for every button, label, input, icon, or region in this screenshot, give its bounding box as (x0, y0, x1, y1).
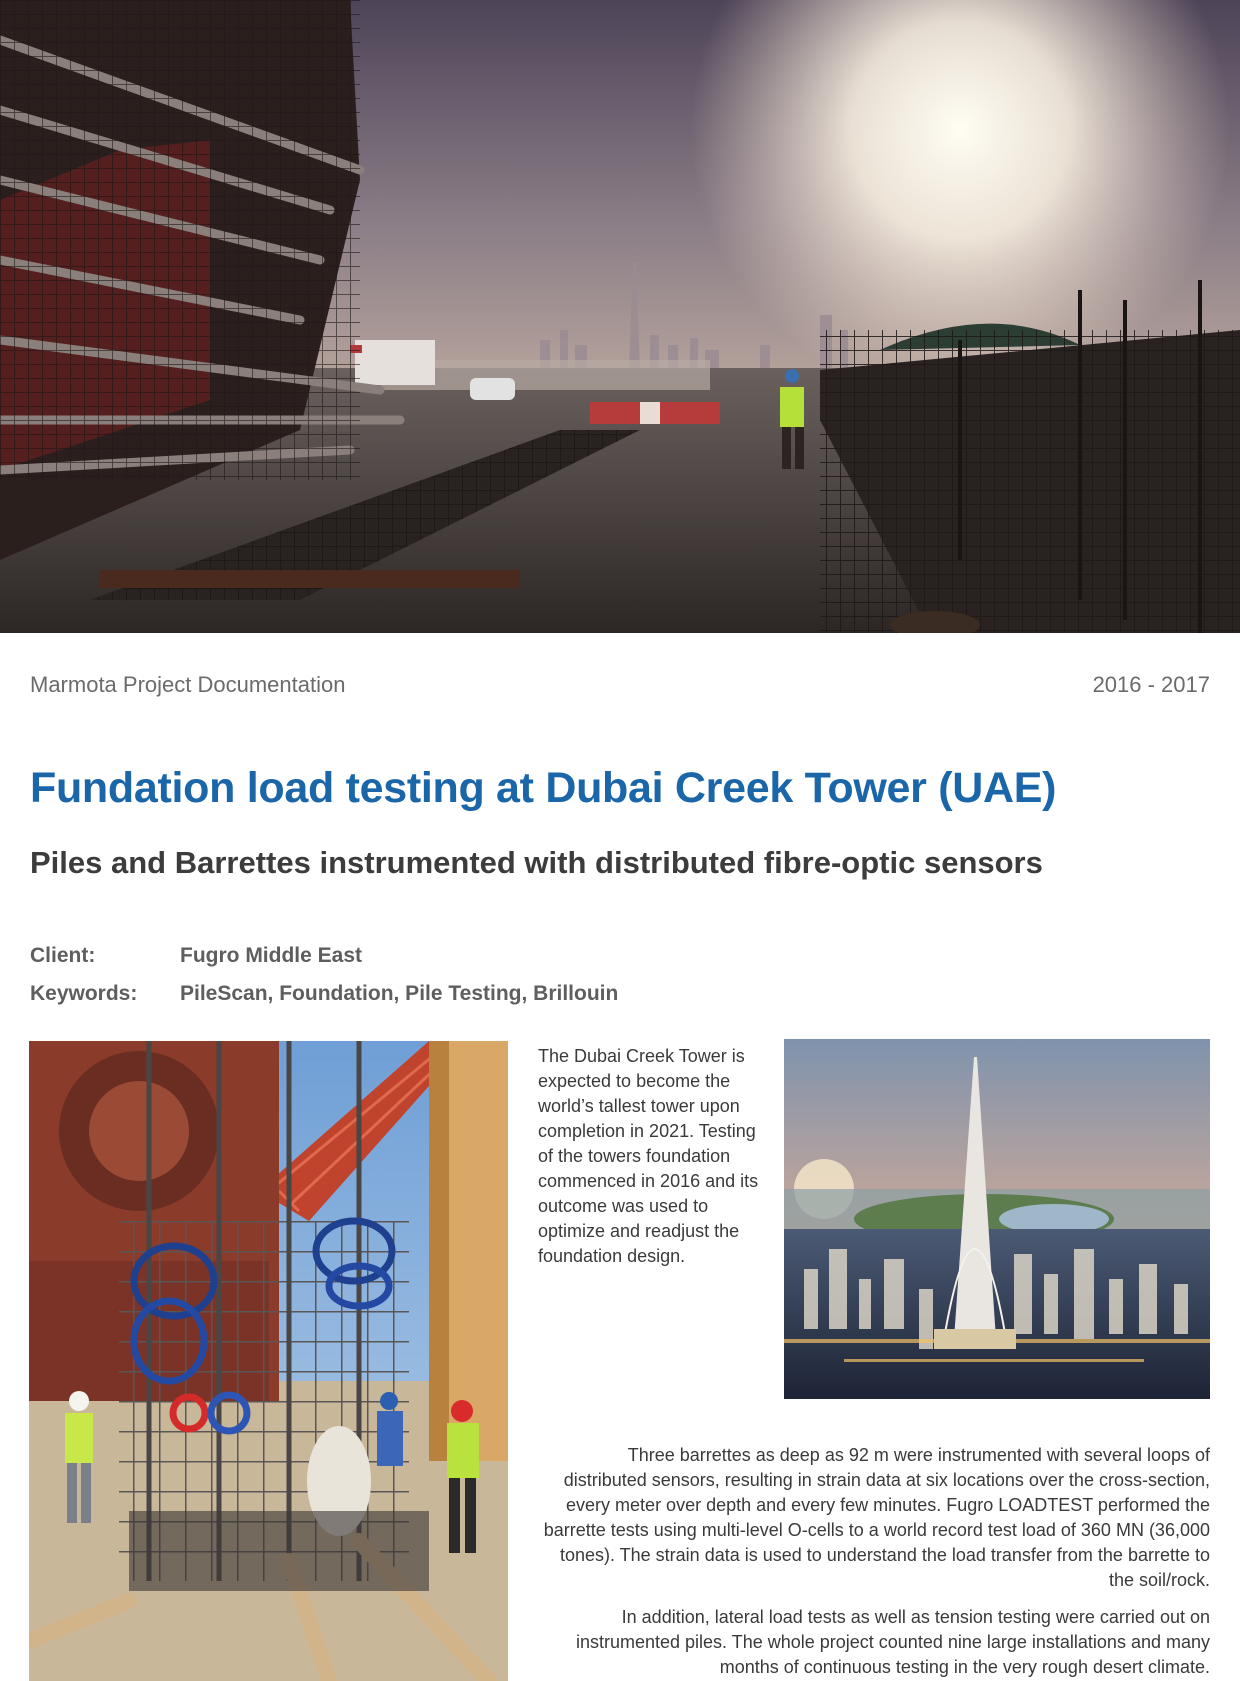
page-title: Fundation load testing at Dubai Creek Tower (UAE) (30, 764, 1057, 812)
page-subtitle: Piles and Barrettes instrumented with distributed fibre-optic sensors (30, 845, 1043, 880)
intro-paragraph: The Dubai Creek Tower is expected to become the world’s tallest tower upon completion in 2021. Testing of the towers foundation commenced in 2016 and its outcome was used to optimize and readjust the foundation design. (538, 1046, 759, 1266)
project-name: Marmota Project Documentation (30, 672, 346, 697)
lateral-test-paragraph: In addition, lateral load tests as well as tension testing were carried out on instrumented piles. The whole project counted nine large installations and many months of continuous testing in the very rough desert climate. (575, 1607, 1210, 1677)
hero-photo (0, 0, 1240, 633)
barrette-cage-photo (29, 1041, 508, 1681)
project-years: 2016 - 2017 (1092, 672, 1210, 697)
barrette-paragraph: Three barrettes as deep as 92 m were instrumented with several loops of distributed sensors, resulting in strain data at six locations over the cross-section, every meter over depth and every few minutes. Fugro LOADTEST performed the barrette tests using multi-level O-cells to a world record test load of 360 MN (36,000 tones). The strain data is used to understand the load transfer from the barrette to the soil/rock. (543, 1445, 1210, 1590)
keywords-value: PileScan, Foundation, Pile Testing, Brillouin (180, 982, 619, 1005)
client-value: Fugro Middle East (180, 944, 363, 967)
tower-rendering-photo (784, 1039, 1210, 1399)
keywords-label: Keywords: (30, 982, 138, 1005)
client-label: Client: (30, 944, 96, 967)
